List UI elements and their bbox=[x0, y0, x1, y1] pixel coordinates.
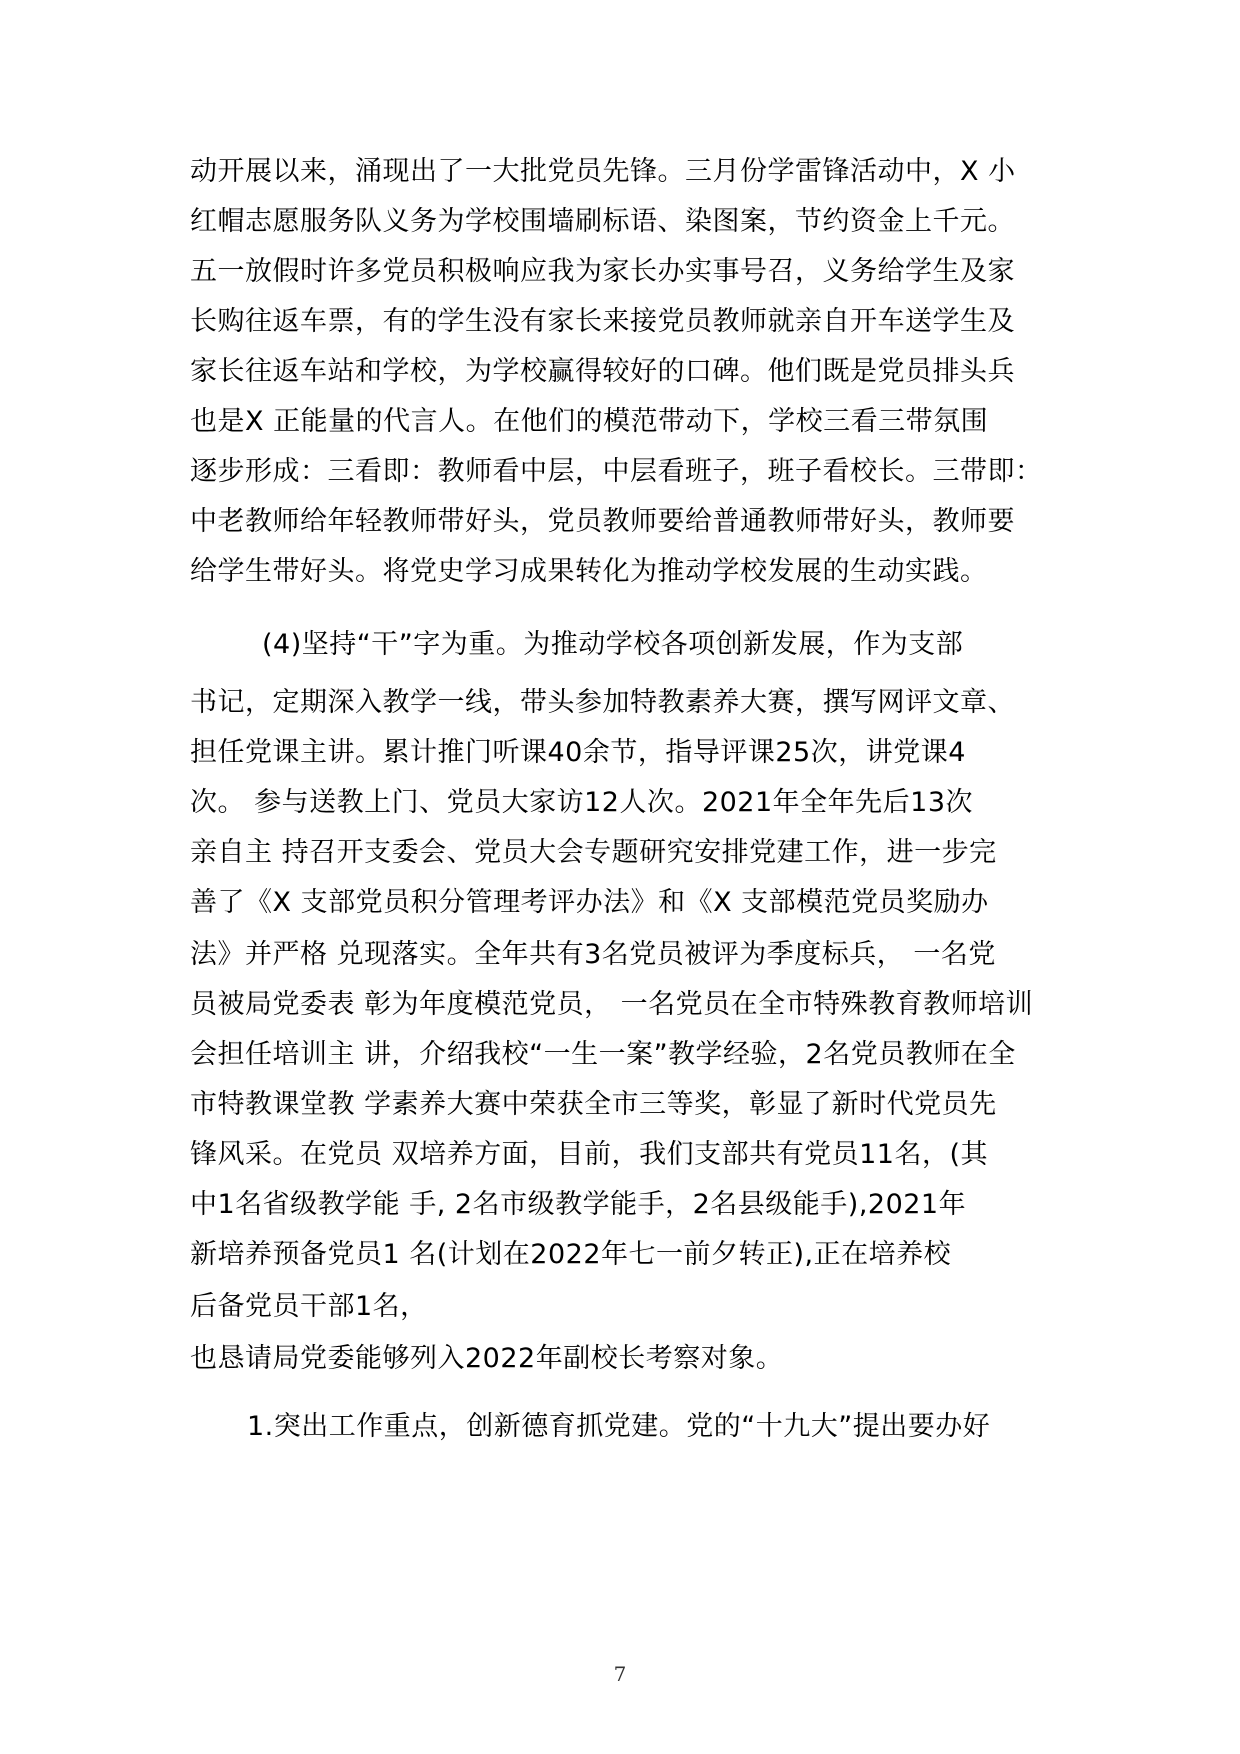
body-text-line: 会担任培训主 讲，介绍我校“一生一案”教学经验，2名党员教师在全 bbox=[190, 1039, 1016, 1070]
body-text-line: 新培养预备党员1 名(计划在2022年七一前夕转正),正在培养校 bbox=[190, 1239, 952, 1270]
paragraph-heading-line: 1.突出工作重点，创新德育抓党建。党的“十九大”提出要办好 bbox=[247, 1411, 991, 1442]
body-text-line: 法》并严格 兑现落实。全年共有3名党员被评为季度标兵， 一名党 bbox=[190, 939, 996, 970]
page-number: 7 bbox=[613, 1662, 627, 1686]
body-text-line: 市特教课堂教 学素养大赛中荣获全市三等奖，彰显了新时代党员先 bbox=[190, 1089, 997, 1120]
body-text-line: 红帽志愿服务队义务为学校围墙刷标语、染图案，节约资金上千元。 bbox=[190, 206, 1015, 237]
body-text-line: 善了《X 支部党员积分管理考评办法》和《X 支部模范党员奖励办 bbox=[190, 887, 989, 918]
body-text-line: 亲自主 持召开支委会、党员大会专题研究安排党建工作，进一步完 bbox=[190, 837, 997, 868]
body-text-line: 五一放假时许多党员积极响应我为家长办实事号召，义务给学生及家 bbox=[190, 256, 1015, 287]
body-text-line: 给学生带好头。将党史学习成果转化为推动学校发展的生动实践。 bbox=[190, 556, 988, 587]
body-text-line: 也是X 正能量的代言人。在他们的模范带动下，学校三看三带氛围 bbox=[190, 406, 989, 437]
body-text-line: 中老教师给年轻教师带好头，党员教师要给普通教师带好头，教师要 bbox=[190, 506, 1015, 537]
body-text-line: 后备党员干部1名， bbox=[190, 1291, 428, 1322]
body-text-line: 担任党课主讲。累计推门听课40余节，指导评课25次，讲党课4 bbox=[190, 737, 966, 768]
body-text-line: 也恳请局党委能够列入2022年副校长考察对象。 bbox=[190, 1343, 784, 1374]
body-text-line: 中1名省级教学能 手, 2名市级教学能手，2名县级能手),2021年 bbox=[190, 1189, 967, 1220]
body-text-line: 逐步形成：三看即：教师看中层，中层看班子，班子看校长。三带即： bbox=[190, 456, 1043, 487]
body-text-line: 家长往返车站和学校，为学校赢得较好的口碑。他们既是党员排头兵 bbox=[190, 356, 1015, 387]
body-text-line: 动开展以来，涌现出了一大批党员先锋。三月份学雷锋活动中，X 小 bbox=[190, 156, 1016, 187]
paragraph-heading-line: (4)坚持“干”字为重。为推动学校各项创新发展，作为支部 bbox=[262, 629, 964, 660]
body-text-line: 次。 参与送教上门、党员大家访12人次。2021年全年先后13次 bbox=[190, 787, 974, 818]
body-text-line: 长购往返车票，有的学生没有家长来接党员教师就亲自开车送学生及 bbox=[190, 306, 1015, 337]
body-text-line: 书记，定期深入教学一线，带头参加特教素养大赛，撰写网评文章、 bbox=[190, 687, 1015, 718]
body-text-line: 锋风采。在党员 双培养方面，目前，我们支部共有党员11名，(其 bbox=[190, 1139, 988, 1170]
body-text-line: 员被局党委表 彰为年度模范党员， 一名党员在全市特殊教育教师培训 bbox=[190, 989, 1034, 1020]
